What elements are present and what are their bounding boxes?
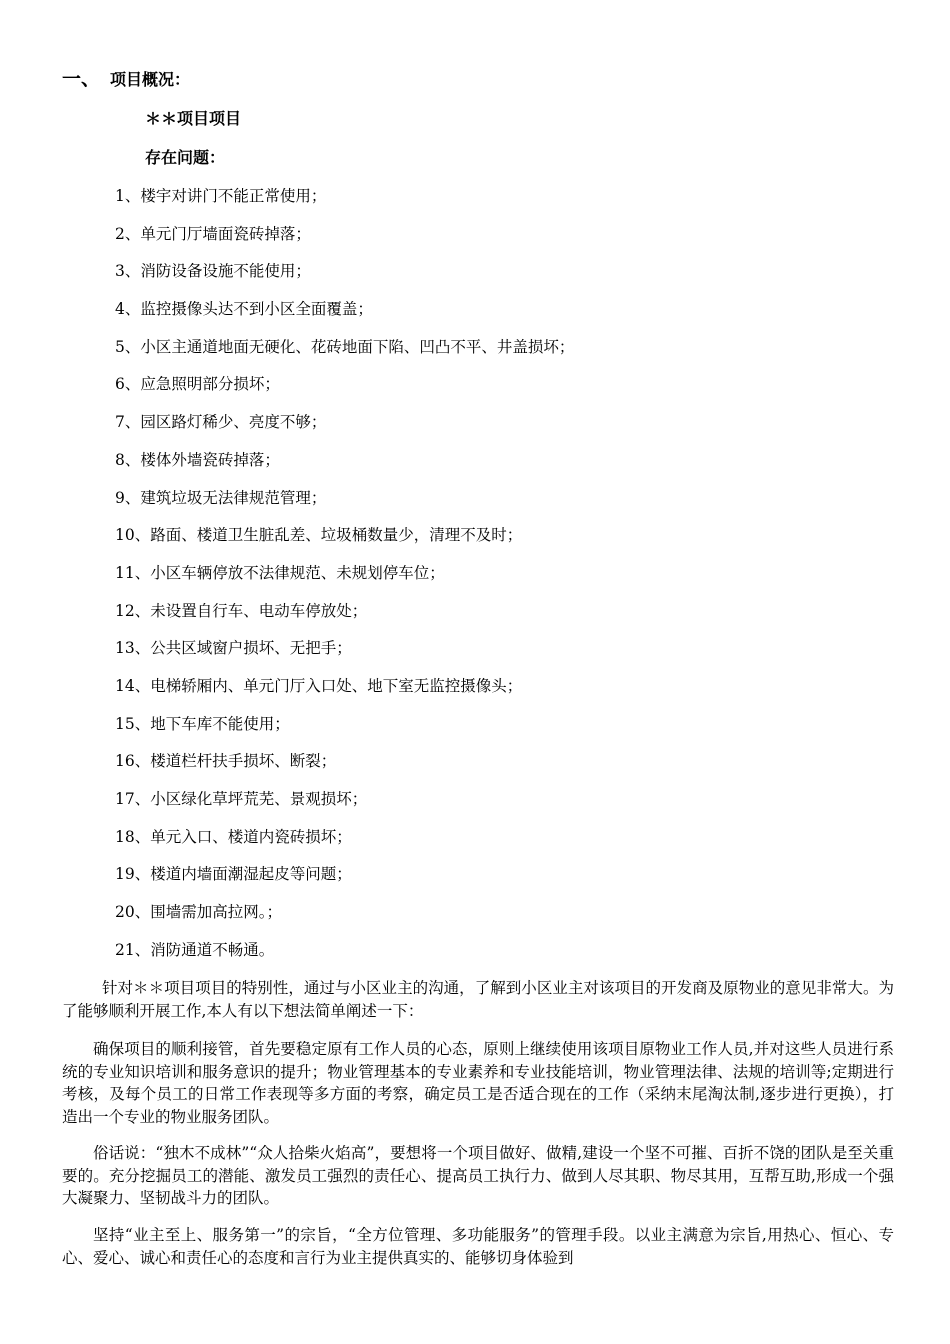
paragraph-staff: 确保项目的顺利接管，首先要稳定原有工作人员的心态，原则上继续使用该项目原物业工作人员,并对这些人员进行系统的专业知识培训和服务意识的提升；物业管理基本的专业素养和专业技能培训，物业管理法律、法规的培训等;定期进行考核，及每个员工的日常工作表现等多方面的考察，确定员工是否适合现在的工作（采纳末尾淘汰制,逐步进行更换），打造出一个专业的物业服务团队。 xyxy=(62,1040,894,1126)
list-item: 10、路面、楼道卫生脏乱差、垃圾桶数量少，清理不及时； xyxy=(115,526,523,545)
list-item: 21、消防通道不畅通。 xyxy=(115,940,275,959)
list-item: 20、围墙需加高拉网。； xyxy=(115,903,282,922)
list-item: 11、小区车辆停放不法律规范、未规划停车位； xyxy=(115,563,445,582)
list-item: 16、楼道栏杆扶手损坏、断裂； xyxy=(115,752,337,771)
list-item: 19、楼道内墙面潮湿起皮等问题； xyxy=(115,865,352,884)
section-number: 一、 xyxy=(62,68,101,90)
list-item: 8、楼体外墙瓷砖掉落； xyxy=(115,450,280,469)
list-item: 14、电梯轿厢内、单元门厅入口处、地下室无监控摄像头； xyxy=(115,676,523,695)
list-item: 2、单元门厅墙面瓷砖掉落； xyxy=(115,224,311,243)
paragraph-team: 俗话说：“独木不成林”“众人拾柴火焰高”，要想将一个项目做好、做精,建设一个坚不可摧、百折不饶的团队是至关重要的。充分挖掘员工的潜能、激发员工强烈的责任心、提高员工执行力、做到人尽其职、物尽其用，互帮互助,形成一个强大凝聚力、坚韧战斗力的团队。 xyxy=(62,1144,894,1207)
list-item: 4、监控摄像头达不到小区全面覆盖； xyxy=(115,300,373,319)
list-item: 18、单元入口、楼道内瓷砖损坏； xyxy=(115,827,352,846)
list-item: 5、小区主通道地面无硬化、花砖地面下陷、凹凸不平、井盖损坏； xyxy=(115,337,575,356)
paragraph-intro: 针对＊＊项目项目的特别性，通过与小区业主的沟通，了解到小区业主对该项目的开发商及原物业的意见非常大。为了能够顺利开展工作,本人有以下想法简单阐述一下： xyxy=(62,979,894,1020)
list-item: 7、园区路灯稀少、亮度不够； xyxy=(115,413,327,432)
section-heading xyxy=(62,66,190,93)
paragraph-service: 坚持“业主至上、服务第一”的宗旨，“全方位管理、多功能服务”的管理手段。以业主满意为宗旨,用热心、恒心、专心、爱心、诚心和责任心的态度和言行为业主提供真实的、能够切身体验到 xyxy=(62,1226,894,1267)
issues-title: 存在问题： xyxy=(145,148,226,167)
list-item: 3、消防设备设施不能使用； xyxy=(115,262,311,281)
section-title: 项目概况： xyxy=(110,70,191,89)
list-item: 17、小区绿化草坪荒芜、景观损坏； xyxy=(115,790,368,808)
list-item: 13、公共区域窗户损坏、无把手； xyxy=(115,639,352,658)
list-item: 9、建筑垃圾无法律规范管理； xyxy=(115,488,327,507)
issues-list xyxy=(115,183,574,974)
list-item: 12、未设置自行车、电动车停放处； xyxy=(115,601,368,620)
list-item: 15、地下车库不能使用； xyxy=(115,714,290,733)
project-name: ＊＊项目项目 xyxy=(145,109,242,128)
list-item: 1、楼宇对讲门不能正常使用； xyxy=(115,187,327,205)
list-item: 6、应急照明部分损坏； xyxy=(115,375,280,394)
